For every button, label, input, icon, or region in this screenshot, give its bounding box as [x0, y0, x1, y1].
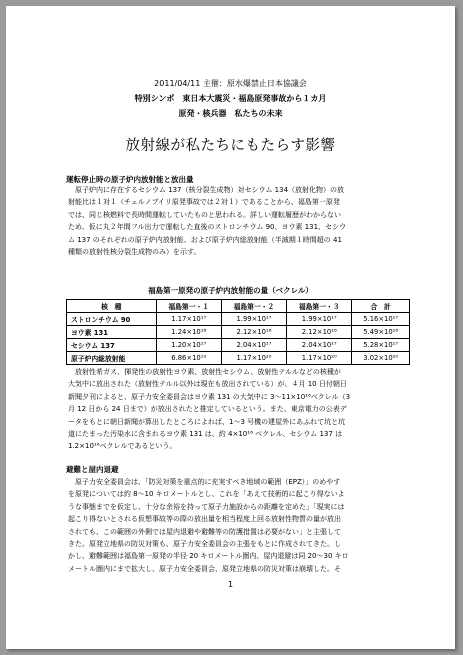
- total-value: 5.49×10¹⁸: [352, 326, 410, 339]
- section-heading-reactor: 運転停止時の原子炉内放射能と放出量: [66, 175, 194, 184]
- paragraph-reactor: [68, 184, 408, 258]
- text-line: きた。原発立地県の防災対策も、原子力安全委員会の主張をもとに作成されてきた。し: [68, 540, 341, 549]
- text-line: 原子力安全委員会は、「防災対策を重点的に充実すべき地域の範囲（EPZ）」のめやす: [68, 478, 341, 486]
- unit2-value: 1.99×10¹⁷: [221, 313, 286, 326]
- text-line: ータをもとに朝日新聞が算出したところによれば、1～3 号機の建屋外にあふれて坑と坑: [68, 417, 346, 426]
- text-line: 新聞夕刊によると、原子力安全委員会はヨウ素 131 の大気中に 3～11×10¹⁶ベクレル（3: [68, 392, 351, 401]
- text-line: 月 12 日から 24 日まで）が放出されたと推定しているという。また、東京電力の公表デ: [68, 405, 347, 414]
- text-line: ため、仮に丸２年間フル出力で運転した直後のストロンチウム 90、ヨウ素 131、セシウ: [68, 223, 347, 232]
- unit2-value: 1.17×10²⁰: [221, 352, 286, 365]
- unit2-value: 2.12×10¹⁸: [221, 326, 286, 339]
- nuclide-name: ストロンチウム 90: [67, 313, 157, 326]
- unit1-value: 1.20×10¹⁷: [156, 339, 221, 352]
- text-line: 大気中に放出された（放射性テルル以外は現在も放出されている）が、４月 10 日付朝日: [68, 380, 347, 389]
- unit1-value: 6.86×10¹⁹: [156, 352, 221, 365]
- unit2-value: 2.04×10¹⁷: [221, 339, 286, 352]
- section-heading-evacuation: 避難と屋内退避: [66, 465, 119, 474]
- unit1-value: 1.17×10¹⁷: [156, 313, 221, 326]
- text-line: 起こり得ないとされる仮想事故等の際の放出量を相当程度上回る放射性物質の量が放出: [68, 515, 341, 524]
- text-line: を原発については約 8～10 キロメートルとし、これを「あえて技術的に起こり得ないよ: [68, 490, 345, 499]
- symposium-subtitle: 原発・核兵器 私たちの未来: [178, 109, 283, 118]
- symposium-title: 特別シンポ 東日本大震災・福島原発事故から１カ月: [134, 94, 327, 103]
- unit3-value: 2.12×10¹⁸: [287, 326, 352, 339]
- document-page: [6, 6, 455, 649]
- header-unit1: 福島第一・１: [156, 300, 221, 313]
- unit3-value: 1.99×10¹⁷: [287, 313, 352, 326]
- table-row: [67, 313, 410, 326]
- paragraph-evacuation: [68, 476, 408, 575]
- nuclide-name: ヨウ素 131: [67, 326, 157, 339]
- header-unit3: 福島第一・３: [287, 300, 352, 313]
- table-header-row: [67, 300, 410, 313]
- text-line: 射能比は１対１（チェルノブイリ原発事故では２対１）であることから、福島第一原発: [68, 198, 340, 207]
- nuclide-name: 原子炉内総放射能: [67, 352, 157, 365]
- radioactivity-table: [66, 299, 410, 365]
- page-number: 1: [227, 580, 234, 589]
- event-info: 2011/04/11 主催：原水爆禁止日本協議会: [154, 79, 307, 88]
- text-line: かし、避難範囲は福島第一原発の半径 20 キロメートル圏内、屋内退避は同 20～30 キロ: [68, 552, 349, 561]
- text-line: 原子炉内に存在するセシウム 137（核分裂生成物）対セシウム 134（放射化物）の放: [68, 186, 345, 194]
- total-value: 3.02×10²⁰: [352, 352, 410, 365]
- paragraph-release: [68, 366, 408, 453]
- total-value: 5.16×10¹⁷: [352, 313, 410, 326]
- total-value: 5.28×10¹⁷: [352, 339, 410, 352]
- text-line: されても、この範囲の外側では屋内退避や避難等の防護措置は必要がない」と主張して: [68, 527, 341, 536]
- nuclide-name: セシウム 137: [67, 339, 157, 352]
- unit3-value: 2.04×10¹⁷: [287, 339, 352, 352]
- table-caption: 福島第一原発の原子炉内放射能の量（ベクレル）: [148, 286, 313, 295]
- text-line: 1.2×10¹⁶ベクレルであるという。: [68, 442, 177, 451]
- table-row: [67, 339, 410, 352]
- text-line: 放射性希ガス、揮発性の放射性ヨウ素、放射性セシウム、放射性テルルなどの核種が: [68, 368, 341, 376]
- header-total: 合 計: [352, 300, 410, 313]
- text-line: 道にたまった汚染水に含まれるヨウ素 131 は、約 4×10¹⁶ ベクレル、セシウム 137 は: [68, 430, 343, 439]
- unit1-value: 1.24×10¹⁸: [156, 326, 221, 339]
- unit3-value: 1.17×10²⁰: [287, 352, 352, 365]
- text-line: 種類の放射性核分裂生成物のみ）を示す。: [68, 248, 201, 257]
- text-line: うな事態までを仮定し、十分な余裕を持って原子力施設からの距離を定めた」「現実には: [68, 502, 345, 511]
- text-line: メートル圏内にまで拡大し、原子力安全委員会、原発立地県の防災対策は崩壊した。そ: [68, 564, 341, 573]
- text-line: ム 137 のそれぞれの原子炉内放射能、および原子炉内総放射能（半減期１時間超の 41: [68, 235, 342, 244]
- header-unit2: 福島第一・２: [221, 300, 286, 313]
- header-nuclide: 核 種: [67, 300, 157, 313]
- text-line: では、同じ核燃料で長時間運転していたものと思われる。詳しい運転履歴がわからない: [68, 210, 341, 219]
- page-title: 放射線が私たちにもたらす影響: [125, 138, 336, 154]
- table-row: [67, 326, 410, 339]
- table-row: [67, 352, 410, 365]
